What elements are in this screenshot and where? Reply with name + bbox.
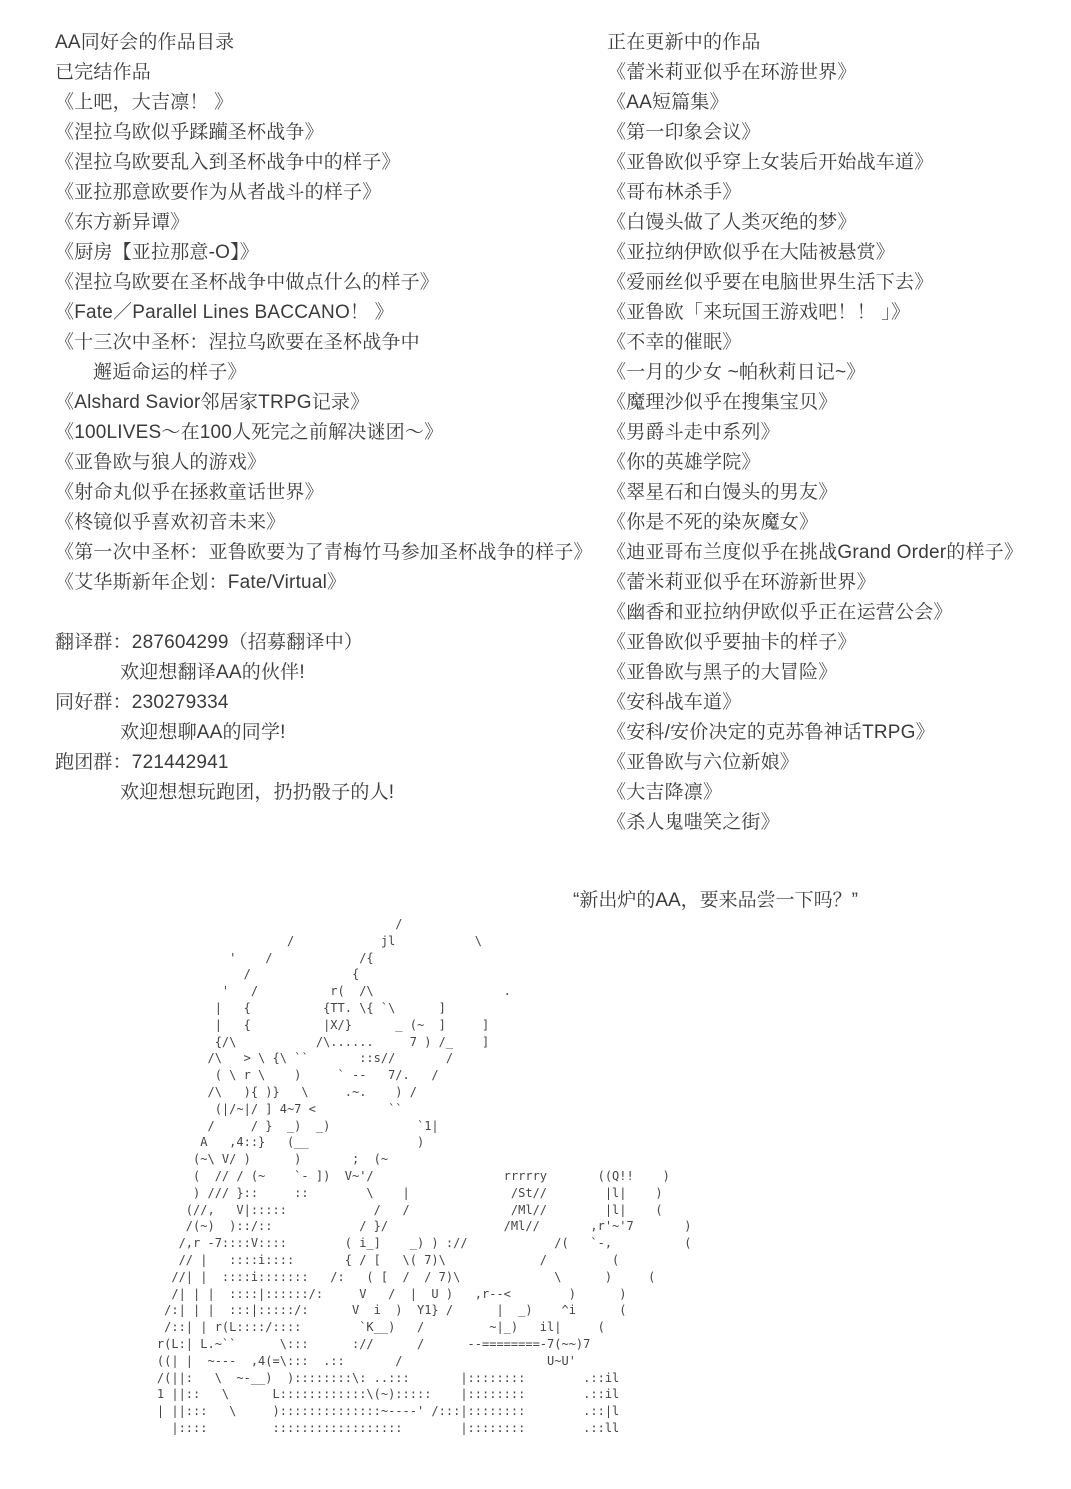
work-title	[607, 148, 1071, 178]
work-title	[607, 178, 1071, 208]
work-title	[55, 178, 600, 208]
work-title	[607, 448, 1071, 478]
work-title-text: 《杀人鬼嗤笑之街》	[607, 812, 780, 833]
work-title-text: 《亚鲁欧与狼人的游戏》	[55, 452, 267, 473]
contact-line-text: 同好群：230279334	[55, 692, 229, 713]
work-title	[55, 388, 600, 418]
updating-works-list	[607, 58, 1071, 838]
work-title	[55, 298, 600, 328]
work-title-text: 《你是不死的染灰魔女》	[607, 512, 819, 533]
work-title-text: 《十三次中圣杯：涅拉乌欧要在圣杯战争中	[55, 332, 420, 353]
contact-line-text: 欢迎想聊AA的同学!	[120, 722, 286, 743]
work-title	[55, 538, 600, 568]
work-title-text: 《蕾米莉亚似乎在环游世界》	[607, 62, 857, 83]
work-title-text: 《亚拉那意欧要作为从者战斗的样子》	[55, 182, 382, 203]
work-title	[607, 298, 1071, 328]
contact-line	[55, 748, 600, 778]
work-title	[55, 568, 600, 598]
contact-line	[55, 718, 600, 748]
work-title	[607, 538, 1071, 568]
work-title-text: 《男爵斗走中系列》	[607, 422, 780, 443]
contact-line	[55, 658, 600, 688]
work-title	[607, 118, 1071, 148]
work-title	[607, 358, 1071, 388]
work-title	[607, 478, 1071, 508]
work-title-text: 《哥布林杀手》	[607, 182, 742, 203]
work-title-text: 《白馒头做了人类灭绝的梦》	[607, 212, 857, 233]
work-title-text: 《亚鲁欧与黑子的大冒险》	[607, 662, 838, 683]
work-title	[607, 688, 1071, 718]
work-title-text: 《Alshard Savior邻居家TRPG记录》	[55, 392, 370, 413]
work-title-text: 《亚鲁欧与六位新娘》	[607, 752, 800, 773]
work-title-text: 《一月的少女 ~帕秋莉日记~》	[607, 362, 866, 383]
work-title	[607, 658, 1071, 688]
work-title	[55, 478, 600, 508]
work-title	[607, 718, 1071, 748]
contact-line-text: 欢迎想翻译AA的伙伴!	[120, 662, 305, 683]
work-title-text: 邂逅命运的样子》	[93, 362, 247, 383]
quote-text: “新出炉的AA，要来品尝一下吗？”	[573, 890, 859, 911]
work-title	[55, 508, 600, 538]
work-title	[607, 58, 1071, 88]
work-title-text: 《上吧，大吉凛！ 》	[55, 92, 234, 113]
work-title	[55, 118, 600, 148]
work-title-text: 《亚拉纳伊欧似乎在大陆被悬赏》	[607, 242, 896, 263]
work-title-text: 《厨房【亚拉那意-O】》	[55, 242, 260, 263]
work-title	[607, 628, 1071, 658]
work-title-text: 《射命丸似乎在拯救童话世界》	[55, 482, 324, 503]
work-title-text: 《爱丽丝似乎要在电脑世界生活下去》	[607, 272, 934, 293]
work-title	[607, 88, 1071, 118]
work-title	[607, 598, 1071, 628]
work-title	[55, 208, 600, 238]
work-title-text: 《蕾米莉亚似乎在环游新世界》	[607, 572, 876, 593]
contact-line	[55, 778, 600, 808]
work-title-text: 《AA短篇集》	[607, 92, 729, 113]
work-title	[607, 568, 1071, 598]
work-title	[607, 808, 1071, 838]
work-title	[607, 328, 1071, 358]
work-title-text: 《第一次中圣杯：亚鲁欧要为了青梅竹马参加圣杯战争的样子》	[55, 542, 593, 563]
work-title-text: 《翠星石和白馒头的男友》	[607, 482, 838, 503]
work-title-text: 《不幸的催眠》	[607, 332, 742, 353]
work-title-text: 《涅拉乌欧要在圣杯战争中做点什么的样子》	[55, 272, 440, 293]
work-title-text: 《魔理沙似乎在搜集宝贝》	[607, 392, 838, 413]
work-title-text: 《亚鲁欧「来玩国王游戏吧！！ 」》	[607, 302, 911, 323]
contact-info	[55, 628, 600, 808]
work-title-text: 《涅拉乌欧要乱入到圣杯战争中的样子》	[55, 152, 401, 173]
work-title-text: 《第一印象会议》	[607, 122, 761, 143]
work-title-text: 《安科战车道》	[607, 692, 742, 713]
updating-section-label: 正在更新中的作品	[607, 32, 761, 53]
contact-line-text: 翻译群：287604299（招募翻译中）	[55, 632, 364, 653]
ascii-art: / / jl \ ' / /{ / { ' / r( /\ . | { {TT. \{ `\ ] | { |X/} _ (~ ] ] {/\ /\...... 7 ) /_ ] /\ > \ {\ `` ::s// / ( \ r \ ) ` -- 7/. / /\ ){ )} \ .~. ) / (|/~|/ ] 4~7 < `` / / } _) _) `1| A ,4::} (__ ) (~\ V/ ) ) ; (~ ( // / (~ `- ]) V~'/ rrrrry ((Q!! ) ) /// }:: :: \ | /St// |l| ) (//, V|::::: / / /Ml// |l| ( /(~) )::/:: / }/ /Ml// ,r'~'7 ) /,r -7::::V:::: ( i_] _) ) :// /( `-, ( // | ::::i:::: { / [ \( 7)\ / ( //| | ::::i::::::: /: ( [ / / 7)\ \ ) ( /| | | ::::|::::::/: V / | U ) ,r--< ) ) /:| | | :::|:::::/: V i ) Y1} / | _) ^i ( /::| | r(L::::/:::: `K__) / ~|_) il| ( r(L:| L.~`` \::: :// / --========-7(~~)7 ((| | ~--- ,4(=\::: .:: / U~U' /(||: \ ~-__) )::::::::\: ..::: |:::::::: .::il 1 ||:: \ L::::::::::::\(~)::::: |:::::::: .::il | ||::: \ )::::::::::::::~----' /:::|:::::::: .::|l |:::: :::::::::::::::::: |:::::::: .::ll	[156, 917, 692, 1435]
work-title	[607, 508, 1071, 538]
work-title	[55, 448, 600, 478]
work-title-text: 《你的英雄学院》	[607, 452, 761, 473]
contact-line-text: 欢迎想想玩跑团，扔扔骰子的人!	[120, 782, 395, 803]
work-title-text: 《亚鲁欧似乎要抽卡的样子》	[607, 632, 857, 653]
work-title-text: 《亚鲁欧似乎穿上女装后开始战车道》	[607, 152, 934, 173]
work-title-text: 《涅拉乌欧似乎蹂躏圣杯战争》	[55, 122, 324, 143]
work-title	[607, 208, 1071, 238]
completed-works-column	[55, 28, 600, 808]
work-title-text: 《大吉降凛》	[607, 782, 723, 803]
work-title	[55, 148, 600, 178]
contact-line-text: 跑团群：721442941	[55, 752, 229, 773]
work-title	[55, 268, 600, 298]
work-title-text: 《东方新异谭》	[55, 212, 190, 233]
work-title-text: 《Fate／Parallel Lines BACCANO！ 》	[55, 302, 394, 323]
work-title	[607, 748, 1071, 778]
work-title-text: 《迪亚哥布兰度似乎在挑战Grand Order的样子》	[607, 542, 1024, 563]
work-title	[55, 88, 600, 118]
work-title-text: 《柊镜似乎喜欢初音未来》	[55, 512, 286, 533]
completed-section-label: 已完结作品	[55, 62, 152, 83]
work-title-text: 《100LIVES～在100人死完之前解决谜团～》	[55, 422, 444, 443]
completed-works-list	[55, 88, 600, 598]
updating-works-column	[607, 28, 1071, 838]
work-title-text: 《安科/安价决定的克苏鲁神话TRPG》	[607, 722, 935, 743]
contact-line	[55, 628, 600, 658]
work-title-text: 《幽香和亚拉纳伊欧似乎正在运营公会》	[607, 602, 953, 623]
work-title	[55, 418, 600, 448]
catalog-title: AA同好会的作品目录	[55, 32, 235, 53]
work-title	[607, 388, 1071, 418]
work-title	[607, 238, 1071, 268]
work-title	[607, 418, 1071, 448]
work-title	[55, 358, 600, 388]
work-title	[55, 238, 600, 268]
work-title	[607, 778, 1071, 808]
contact-line	[55, 688, 600, 718]
work-title-text: 《艾华斯新年企划：Fate/Virtual》	[55, 572, 347, 593]
work-title	[607, 268, 1071, 298]
work-title	[55, 328, 600, 358]
